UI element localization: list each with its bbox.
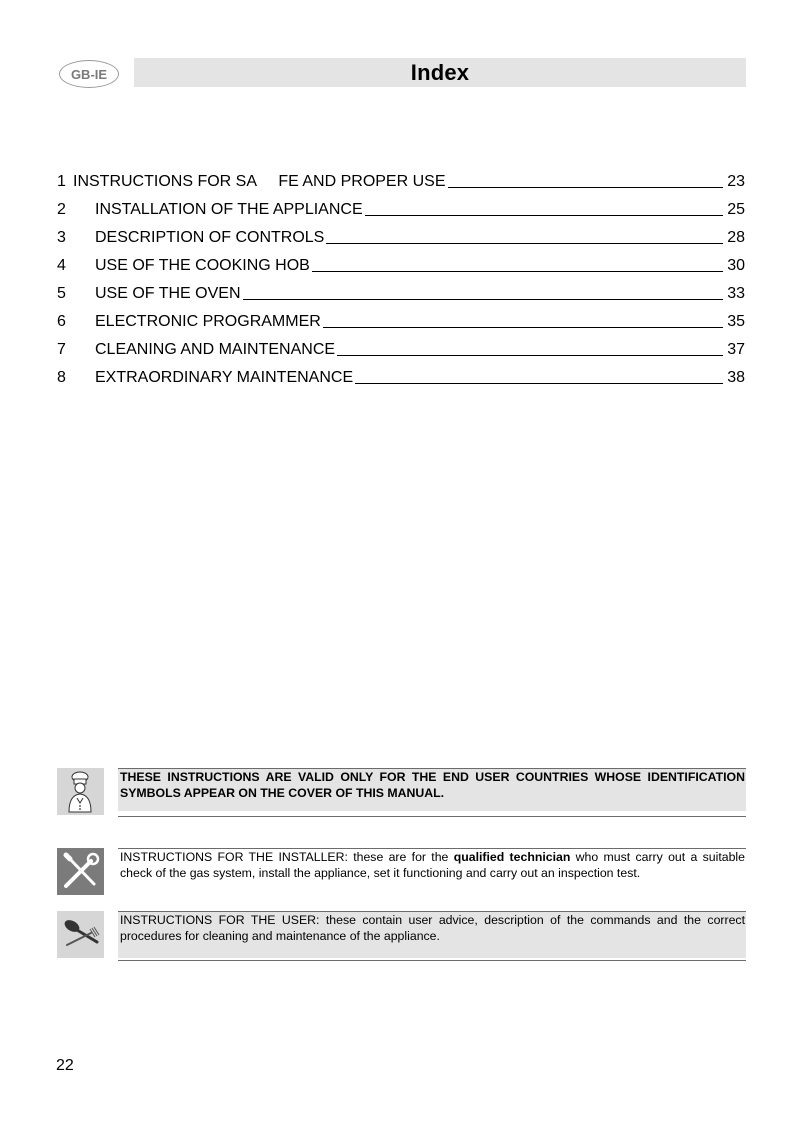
- toc-label: ELECTRONIC PROGRAMMER: [95, 313, 321, 330]
- toc-label: USE OF THE OVEN: [95, 285, 241, 302]
- chef-icon: [57, 768, 104, 815]
- toc-leader-line: [323, 327, 723, 328]
- toc-number: 6: [57, 313, 66, 330]
- divider: [118, 816, 746, 817]
- toc-number: 1: [57, 173, 66, 190]
- toc-entry[interactable]: [57, 191, 745, 219]
- user-note: [57, 911, 746, 961]
- wrench-screwdriver-icon: [57, 848, 104, 895]
- toc-entry[interactable]: [57, 219, 745, 247]
- toc-number: 8: [57, 369, 66, 386]
- toc-entry[interactable]: [57, 163, 745, 191]
- toc-leader-line: [355, 383, 723, 384]
- toc-number: 2: [57, 201, 66, 218]
- divider: [118, 960, 746, 961]
- toc-leader-line: [365, 215, 723, 216]
- toc-number: 3: [57, 229, 66, 246]
- toc-number: 4: [57, 257, 66, 274]
- toc-page: 23: [727, 173, 745, 190]
- toc-entry[interactable]: [57, 359, 745, 387]
- toc-leader-line: [326, 243, 723, 244]
- toc-leader-line: [243, 299, 723, 300]
- validity-note: [57, 768, 746, 818]
- installer-text: [118, 849, 746, 881]
- toc-label: CLEANING AND MAINTENANCE: [95, 341, 336, 358]
- toc-entry[interactable]: [57, 303, 745, 331]
- spoon-fork-icon: [57, 911, 104, 958]
- toc-page: 30: [727, 257, 745, 274]
- page-number: 22: [56, 1057, 74, 1074]
- installer-suffix: who must carry out a suitable check of the gas system, install the appliance, set it functioning and carry out an inspection test.: [120, 850, 745, 880]
- toc-number: 5: [57, 285, 66, 302]
- user-text: INSTRUCTIONS FOR THE USER: these contain user advice, description of the commands and the correct procedures for cleaning and maintenance of the appliance.: [118, 912, 746, 958]
- toc-page: 37: [727, 341, 745, 358]
- installer-note: [57, 848, 746, 898]
- installer-prefix: INSTRUCTIONS FOR THE INSTALLER: these are for the: [120, 850, 449, 864]
- toc-number: 7: [57, 341, 66, 358]
- toc-label: USE OF THE COOKING HOB: [95, 257, 310, 274]
- toc-page: 28: [727, 229, 745, 246]
- toc-page: 35: [727, 313, 745, 330]
- toc-leader-line: [312, 271, 723, 272]
- page-title: Index: [410, 60, 470, 85]
- toc-label: EXTRAORDINARY MAINTENANCE: [95, 369, 354, 386]
- toc-label: INSTALLATION OF THE APPLIANCE: [95, 201, 363, 218]
- toc-leader-line: [337, 355, 723, 356]
- validity-text: THESE INSTRUCTIONS ARE VALID ONLY FOR THE END USER COUNTRIES WHOSE IDENTIFICATION SYMBOLS APPEAR ON THE COVER OF THIS MANUAL.: [118, 769, 746, 811]
- region-badge: GB-IE: [59, 60, 119, 88]
- table-of-contents: [57, 163, 745, 387]
- toc-label: DESCRIPTION OF CONTROLS: [95, 229, 325, 246]
- toc-entry[interactable]: [57, 275, 745, 303]
- toc-entry[interactable]: [57, 247, 745, 275]
- installer-emphasis: qualified technician: [453, 850, 571, 864]
- toc-entry[interactable]: [57, 331, 745, 359]
- toc-leader-line: [448, 187, 724, 188]
- toc-page: 38: [727, 369, 745, 386]
- toc-page: 33: [727, 285, 745, 302]
- toc-page: 25: [727, 201, 745, 218]
- title-bar: [134, 58, 746, 87]
- toc-label: INSTRUCTIONS FOR SA FE AND PROPER USE: [73, 173, 446, 190]
